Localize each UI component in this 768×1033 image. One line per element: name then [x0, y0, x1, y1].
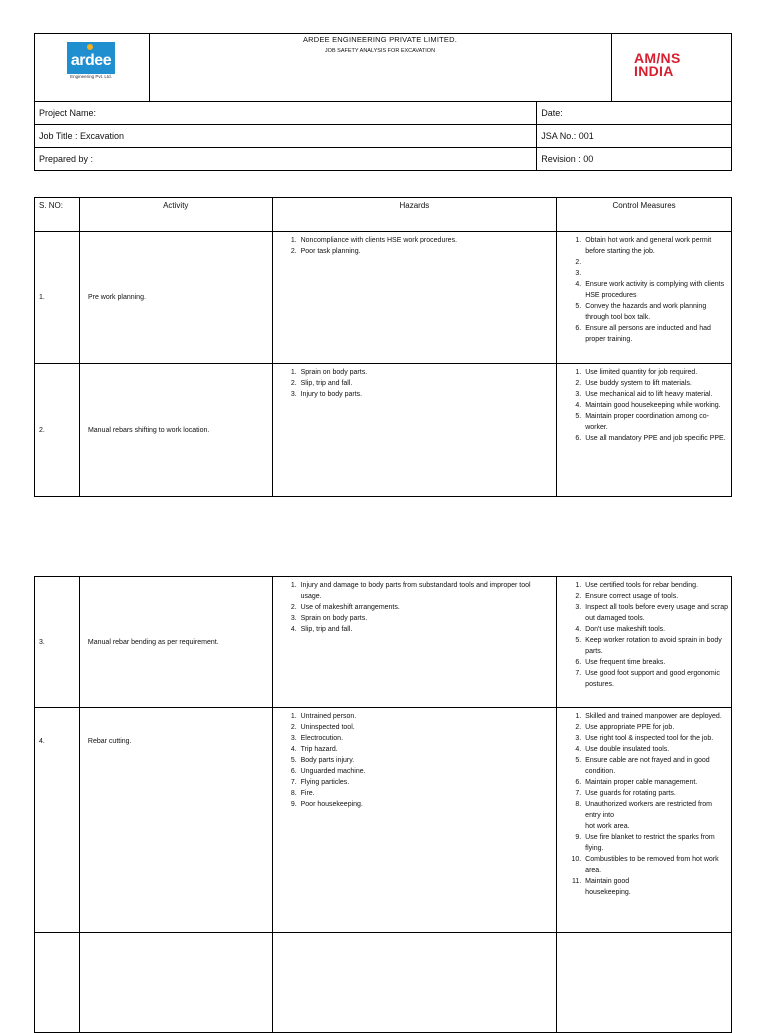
- header-title-cell: [149, 34, 612, 101]
- empty-cell: [35, 933, 80, 1033]
- control-item: 2. Ensure correct usage of tools.: [583, 591, 728, 602]
- row-controls: [557, 577, 732, 708]
- row-sno: 2.: [35, 364, 80, 497]
- control-item: 3. Use mechanical aid to lift heavy material.: [583, 389, 728, 400]
- jsa-number-field: JSA No.: 001: [537, 125, 732, 148]
- document-header: [34, 33, 732, 102]
- control-item: 3. Use right tool & inspected tool for the job.: [583, 733, 728, 744]
- empty-cell: [272, 933, 557, 1033]
- amns-logo: [634, 52, 681, 78]
- jsa-table-page2: [34, 576, 732, 1033]
- row-hazards: [272, 232, 557, 364]
- table-row: [35, 232, 732, 364]
- control-item: 7. Use good foot support and good ergonomic postures.: [583, 668, 728, 690]
- control-item: 6. Maintain proper cable management.: [583, 777, 728, 788]
- amns-logo-line2: INDIA: [634, 63, 674, 79]
- ardee-logo-tagline: Engineering Pvt. Ltd.: [70, 74, 112, 79]
- control-item: [583, 268, 728, 279]
- control-item: 1. Skilled and trained manpower are deployed.: [583, 711, 728, 722]
- row-controls: [557, 364, 732, 497]
- control-item: 6. Ensure all persons are inducted and had proper training.: [583, 323, 728, 345]
- row-sno: 1.: [35, 232, 80, 364]
- control-item: 6. Use all mandatory PPE and job specific PPE.: [583, 433, 728, 444]
- control-item: 3. Inspect all tools before every usage and scrap out damaged tools.: [583, 602, 728, 624]
- control-item: 9. Use fire blanket to restrict the sparks from flying.: [583, 832, 728, 854]
- control-item: 5. Convey the hazards and work planning through tool box talk.: [583, 301, 728, 323]
- control-item: 5. Ensure cable are not frayed and in good condition.: [583, 755, 728, 777]
- table-row-empty: [35, 933, 732, 1033]
- row-sno: 4.: [35, 708, 80, 933]
- control-item: 11. Maintain good housekeeping.: [583, 876, 728, 898]
- hazard-item: 4. Trip hazard.: [299, 744, 553, 755]
- control-item: 6. Use frequent time breaks.: [583, 657, 728, 668]
- hazard-item: 3. Sprain on body parts.: [299, 613, 553, 624]
- row-activity: Pre work planning.: [79, 232, 272, 364]
- date-field: Date:: [537, 102, 732, 125]
- jsa-table-page1: [34, 197, 732, 497]
- hazard-item: 9. Poor housekeeping.: [299, 799, 553, 810]
- control-item: 4. Ensure work activity is complying with clients HSE procedures: [583, 279, 728, 301]
- control-item: 7. Use guards for rotating parts.: [583, 788, 728, 799]
- control-item: 4. Don't use makeshift tools.: [583, 624, 728, 635]
- table-row: [35, 364, 732, 497]
- table-row: [35, 708, 732, 933]
- header-sno: S. NO:: [35, 198, 80, 232]
- company-name: ARDEE ENGINEERING PRIVATE LIMITED.: [302, 35, 458, 44]
- ardee-logo-dot: [87, 44, 93, 50]
- hazard-item: 1. Sprain on body parts.: [299, 367, 553, 378]
- hazard-item: 1. Injury and damage to body parts from substandard tools and improper tool usage.: [299, 580, 553, 602]
- hazard-item: 3. Electrocution.: [299, 733, 553, 744]
- header-activity: Activity: [79, 198, 272, 232]
- hazard-item: 2. Poor task planning.: [299, 246, 553, 257]
- hazard-item: 2. Slip, trip and fall.: [299, 378, 553, 389]
- control-item: 4. Maintain good housekeeping while working.: [583, 400, 728, 411]
- row-activity: Rebar cutting.: [79, 708, 272, 933]
- control-item: [583, 257, 728, 268]
- header-controls: Control Measures: [557, 198, 732, 232]
- amns-logo-cell: [612, 34, 732, 101]
- row-hazards: [272, 577, 557, 708]
- job-title-field: Job Title : Excavation: [35, 125, 537, 148]
- ardee-logo-text: ardee: [70, 52, 112, 69]
- control-item: 2. Use appropriate PPE for job.: [583, 722, 728, 733]
- control-item: 4. Use double insulated tools.: [583, 744, 728, 755]
- hazard-item: 2. Uninspected tool.: [299, 722, 553, 733]
- row-activity: Manual rebar bending as per requirement.: [79, 577, 272, 708]
- empty-cell: [79, 933, 272, 1033]
- hazard-item: 6. Unguarded machine.: [299, 766, 553, 777]
- control-item: 8. Unauthorized workers are restricted from entry into hot work area.: [583, 799, 728, 832]
- row-hazards: [272, 708, 557, 933]
- row-controls: [557, 232, 732, 364]
- document-title: JOB SAFETY ANALYSIS FOR EXCAVATION: [324, 48, 436, 54]
- hazard-item: 4. Slip, trip and fall.: [299, 624, 553, 635]
- row-activity: Manual rebars shifting to work location.: [79, 364, 272, 497]
- hazard-item: 5. Body parts injury.: [299, 755, 553, 766]
- hazard-item: 7. Flying particles.: [299, 777, 553, 788]
- prepared-by-field: Prepared by :: [35, 148, 537, 171]
- table-row: [35, 577, 732, 708]
- job-info-table: [34, 101, 732, 171]
- control-item: 2. Use buddy system to lift materials.: [583, 378, 728, 389]
- empty-cell: [557, 933, 732, 1033]
- row-sno: 3.: [35, 577, 80, 708]
- control-item: 1. Obtain hot work and general work permit before starting the job.: [583, 235, 728, 257]
- row-hazards: [272, 364, 557, 497]
- hazard-item: 3. Injury to body parts.: [299, 389, 553, 400]
- control-item: 1. Use certified tools for rebar bending.: [583, 580, 728, 591]
- ardee-logo-cell: [35, 34, 150, 101]
- hazard-item: 8. Fire.: [299, 788, 553, 799]
- hazard-item: 1. Untrained person.: [299, 711, 553, 722]
- revision-field: Revision : 00: [537, 148, 732, 171]
- control-item: 5. Maintain proper coordination among co-worker.: [583, 411, 728, 433]
- table-header-row: [35, 198, 732, 232]
- amns-logo-line1: AM/NS: [634, 50, 681, 66]
- header-hazards: Hazards: [272, 198, 557, 232]
- row-controls: [557, 708, 732, 933]
- control-item: 5. Keep worker rotation to avoid sprain in body parts.: [583, 635, 728, 657]
- hazard-item: 1. Noncompliance with clients HSE work procedures.: [299, 235, 553, 246]
- control-item: 10. Combustibles to be removed from hot work area.: [583, 854, 728, 876]
- project-name-field: Project Name:: [35, 102, 537, 125]
- control-item: 1. Use limited quantity for job required.: [583, 367, 728, 378]
- hazard-item: 2. Use of makeshift arrangements.: [299, 602, 553, 613]
